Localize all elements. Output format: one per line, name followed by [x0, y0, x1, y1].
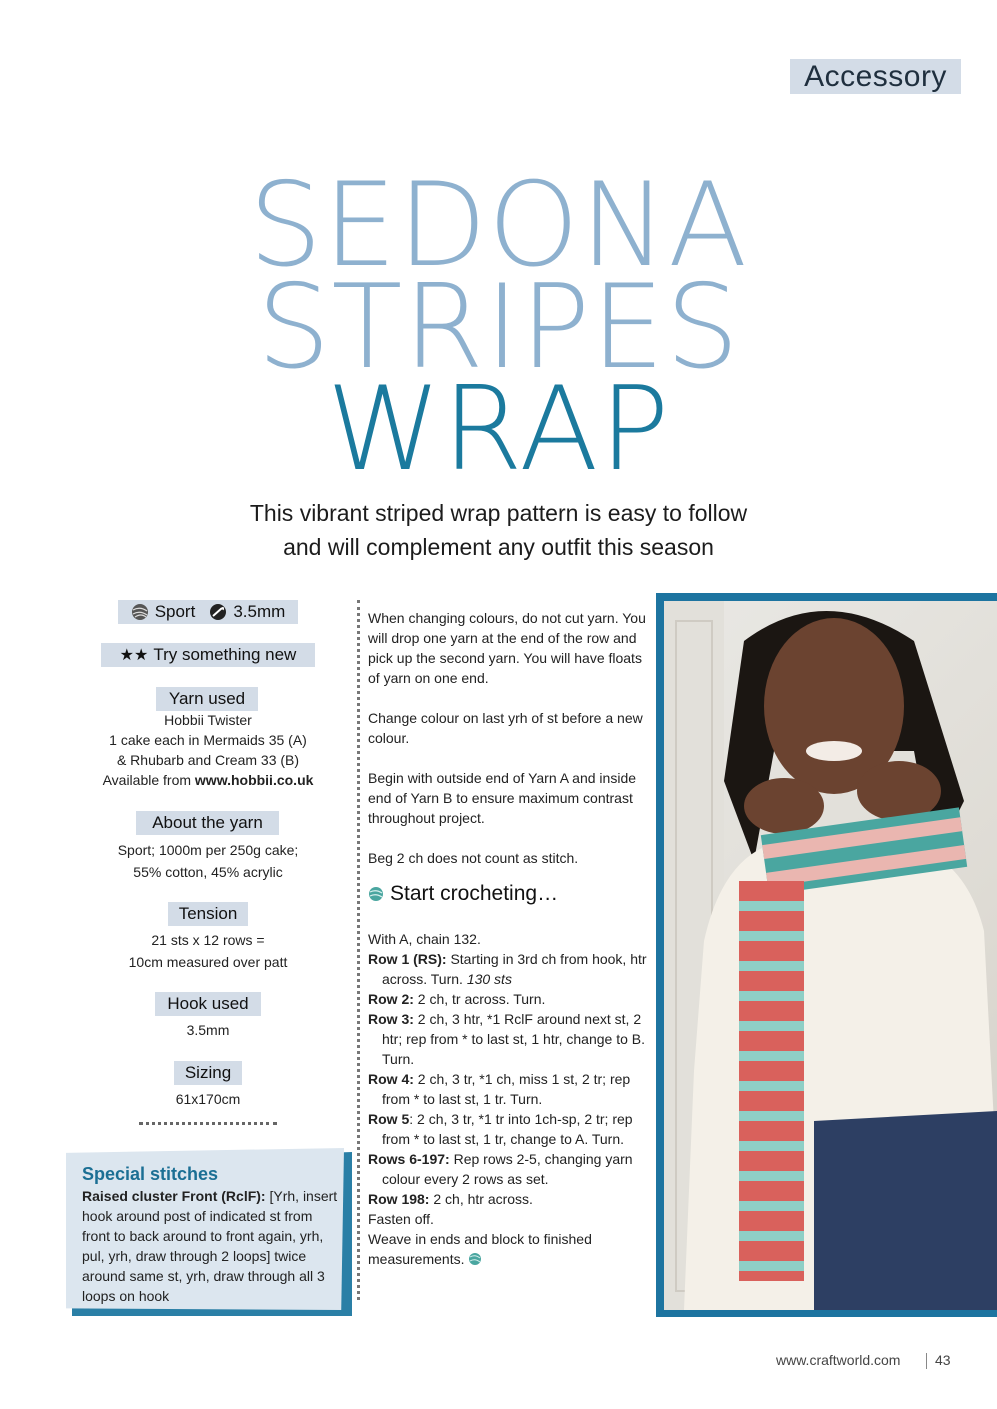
- start-heading: Start crocheting…: [368, 882, 558, 906]
- fasten-off: Fasten off.: [368, 1211, 434, 1227]
- model-illustration: [664, 601, 997, 1310]
- row-instruction: Row 198: 2 ch, htr across.: [368, 1191, 533, 1207]
- difficulty-pill: [101, 643, 315, 667]
- instruction-intro: With A, chain 132.: [368, 931, 481, 947]
- tension-info: [80, 930, 336, 972]
- note-3: Begin with outside end of Yarn A and inside end of Yarn B to ensure maximum contrast throughout project.: [368, 770, 637, 826]
- subtitle: [0, 496, 997, 564]
- yarn-colour-a: 1 cake each in Mermaids 35 (A): [109, 732, 307, 748]
- section-tag: Accessory: [790, 59, 961, 94]
- tension-line-1: 21 sts x 12 rows =: [151, 932, 265, 948]
- subtitle-line-1: This vibrant striped wrap pattern is easy to follow: [249, 500, 748, 526]
- special-stitches-text: Raised cluster Front (RclF): [Yrh, insert hook around post of indicated st from front to back around to front again, yrh, pul, yrh, draw through 2 loops] twice around same st, yrh, draw through all 3 loops on hook: [82, 1188, 338, 1304]
- hook-icon: [209, 603, 227, 621]
- yarn-colour-b: & Rhubarb and Cream 33 (B): [116, 752, 300, 768]
- hook-size: 3.5mm: [233, 602, 286, 621]
- special-stitches-heading: Special stitches: [82, 1164, 219, 1184]
- column-divider: [357, 600, 360, 1300]
- yarn-weight: Sport: [154, 602, 196, 621]
- end-yarn-icon: [468, 1252, 482, 1266]
- footer-url[interactable]: www.craftworld.com: [776, 1352, 901, 1368]
- title-line-2: STRIPES: [256, 260, 741, 395]
- tension-line-2: 10cm measured over patt: [128, 954, 288, 970]
- difficulty-label: Try something new: [153, 645, 297, 664]
- yarn-ball-icon: [368, 886, 384, 902]
- row-instruction: Row 2: 2 ch, tr across. Turn.: [368, 991, 546, 1007]
- instructions: [368, 929, 652, 1269]
- title-line-1: SEDONA: [248, 158, 749, 293]
- row-instruction: Rows 6-197: Rep rows 2-5, changing yarn colour every 2 rows as set.: [368, 1151, 633, 1187]
- difficulty-stars: ★★: [119, 645, 149, 664]
- finishing: Weave in ends and block to finished measurements.: [368, 1231, 592, 1267]
- note-4: Beg 2 ch does not count as stitch.: [368, 850, 579, 866]
- yarn-url[interactable]: www.hobbii.co.uk: [194, 772, 314, 788]
- model-photo: [664, 601, 997, 1310]
- row-instruction: Row 1 (RS): Starting in 3rd ch from hook, htr across. Turn. 130 sts: [368, 951, 647, 987]
- hook-used-heading: Hook used: [155, 992, 261, 1016]
- yarn-used-heading: Yarn used: [156, 687, 258, 711]
- note-1: When changing colours, do not cut yarn. You will drop one yarn at the end of the row and pick up the second yarn. You will have floats of yarn on one end.: [368, 610, 646, 686]
- about-yarn-info: [80, 840, 336, 882]
- hook-used-value: 3.5mm: [186, 1022, 230, 1038]
- yarn-name: Hobbii Twister: [164, 712, 252, 728]
- subtitle-line-2: and will complement any outfit this season: [283, 534, 714, 560]
- footer-separator: [926, 1353, 927, 1369]
- row-instruction: Row 3: 2 ch, 3 htr, *1 RclF around next st, 2 htr; rep from * to last st, 1 htr, change to B. Turn.: [368, 1011, 646, 1067]
- specs-pill: [118, 600, 298, 624]
- divider-dots: [139, 1122, 277, 1125]
- row-instruction: Row 5: 2 ch, 3 tr, *1 tr into 1ch-sp, 2 tr; rep from * to last st, 1 tr, change to A. Turn.: [368, 1111, 633, 1147]
- special-stitches: [82, 1162, 338, 1306]
- yarn-used-info: [80, 710, 336, 790]
- about-yarn-line-2: 55% cotton, 45% acrylic: [133, 864, 283, 880]
- tension-heading: Tension: [168, 902, 248, 926]
- title-line-3: WRAP: [326, 362, 671, 497]
- sizing-value: 61x170cm: [175, 1091, 241, 1107]
- notes: [368, 608, 652, 868]
- yarn-availability: Available from www.hobbii.co.uk: [102, 772, 314, 788]
- about-yarn-line-1: Sport; 1000m per 250g cake;: [117, 842, 299, 858]
- sizing-heading: Sizing: [174, 1061, 242, 1085]
- note-2: Change colour on last yrh of st before a new colour.: [368, 710, 643, 746]
- about-yarn-heading: About the yarn: [136, 811, 279, 835]
- page-number: 43: [935, 1352, 951, 1368]
- row-instruction: Row 4: 2 ch, 3 tr, *1 ch, miss 1 st, 2 tr; rep from * to last st, 1 tr. Turn.: [368, 1071, 631, 1107]
- yarn-ball-icon: [131, 603, 149, 621]
